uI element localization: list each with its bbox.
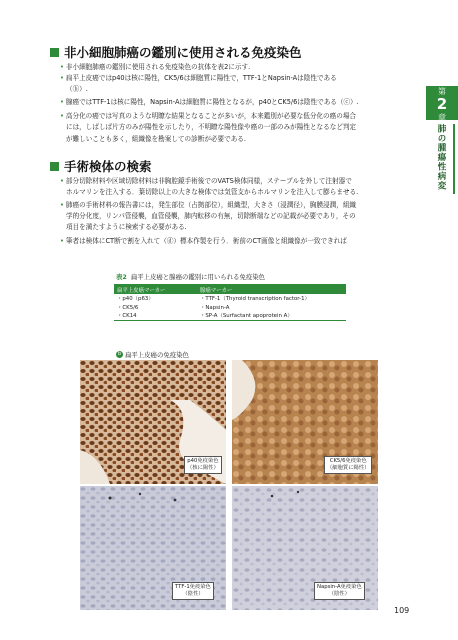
table-label: 表2 [116,273,127,281]
chapter-prefix: 第 [438,87,446,96]
chapter-number: 2 [436,95,448,113]
heading-square-icon [50,48,59,57]
bullet-line: • 腺癌ではTTF-1は核に陽性，Napsin-Aは細胞質に陽性となるが，p40とCK5/6は陰性である（ⓒ）. [60,98,359,106]
bullet-continuation: には，しばしば片方のみが陽性を示したり，不明瞭な陽性像や癌の一部のみが陽性となるなど判定 [66,123,357,131]
bullet-line: • 扁平上皮癌ではp40は核に陽性，CK5/6は細胞質に陽性で，TTF-1とNapsin-Aは陰性である [60,74,337,82]
page-number: 109 [394,606,410,615]
panel-label: p40免疫染色 （核に陽性） [184,456,222,474]
bullet-line: • 非小細胞肺癌の鑑別に使用される免疫染色の抗体を表2に示す. [60,63,251,71]
chapter-tab [426,86,458,120]
section-heading-nsclc [50,44,302,60]
table-cell: ・SP-A（Surfactant apoprotein A） [200,313,293,320]
table-row [114,294,346,303]
panel-label: TTF-1免疫染色 （陰性） [172,582,214,600]
table-caption [116,272,265,281]
section-title: 手術検体の検索 [64,159,152,174]
section-heading-surgical [50,158,152,174]
micrograph-napsin [232,486,378,610]
table-row [114,311,346,320]
chapter-suffix: 章 [438,113,446,122]
table-cell: ・p40（p63） [117,296,154,303]
chapter-rule [453,124,455,194]
bullet-line: • 肺癌の手術材料の報告書には，発生部位（占拠部位），組織型，大きさ（浸潤径），胸膜浸潤，組織 [60,201,357,209]
bullet-line: • 筆者は検体にCT断で割を入れて（ⓓ）標本作製を行う．術前のCT画像と組織像が一致できれば [60,237,347,245]
heading-square-icon [50,162,59,171]
table-cell: ・TTF-1（Thyroid transcription factor-1） [200,296,310,303]
bullet-line: • 高分化の癌では写真のような明瞭な結果となることが多いが，本来鑑別が必要な低分化の癌の場合 [60,112,357,120]
table-cell: ・CK14 [117,313,137,320]
table-row [114,303,346,312]
bullet-continuation: 項目を満たすように検索する必要がある. [66,223,187,231]
table-cell: ・Napsin-A [200,304,230,311]
micrograph-p40 [80,360,226,484]
table-header-row [114,285,346,294]
table-header: 腺癌マーカー [200,287,233,294]
figure-caption [116,350,189,359]
panel-label: CK5/6免疫染色 （細胞質に陽性） [324,456,372,474]
bullet-continuation: が難しいことも多く，組織像を勘案しての診断が必要である. [66,135,246,143]
micrograph-ttf1 [80,486,226,610]
panel-label: Napsin-A免疫染色 （陰性） [314,582,365,600]
bullet-continuation: （ⓑ）. [66,85,88,93]
bullet-continuation: 学的分化度，リンパ管侵襲，血管侵襲，肺内転移の有無，切除断端などの記載が必要であり，その [66,212,356,220]
bullet-line: • 部分切除材料や区域切除材料は非胸腔鏡手術後でのVATS検体同様，ステープルを外して注射器で [60,177,352,185]
marker-table [114,284,346,321]
bullet-continuation: ホルマリンを注入する．葉切除以上の大きな検体では気管支からホルマリンを注入して膨らませる. [66,188,359,196]
table-cell: ・CK5/6 [117,304,139,311]
micrograph-ck56 [232,360,378,484]
table-header: 扁平上皮癌マーカー [117,287,166,294]
figure-title: 扁平上皮癌の免疫染色 [125,351,189,359]
chapter-title: 肺の腫瘍性病変 [436,124,446,191]
figure-badge: b [117,351,122,357]
section-title: 非小細胞肺癌の鑑別に使用される免疫染色 [64,45,302,60]
table-title: 扁平上皮癌と腺癌の鑑別に用いられる免疫染色 [130,273,266,281]
